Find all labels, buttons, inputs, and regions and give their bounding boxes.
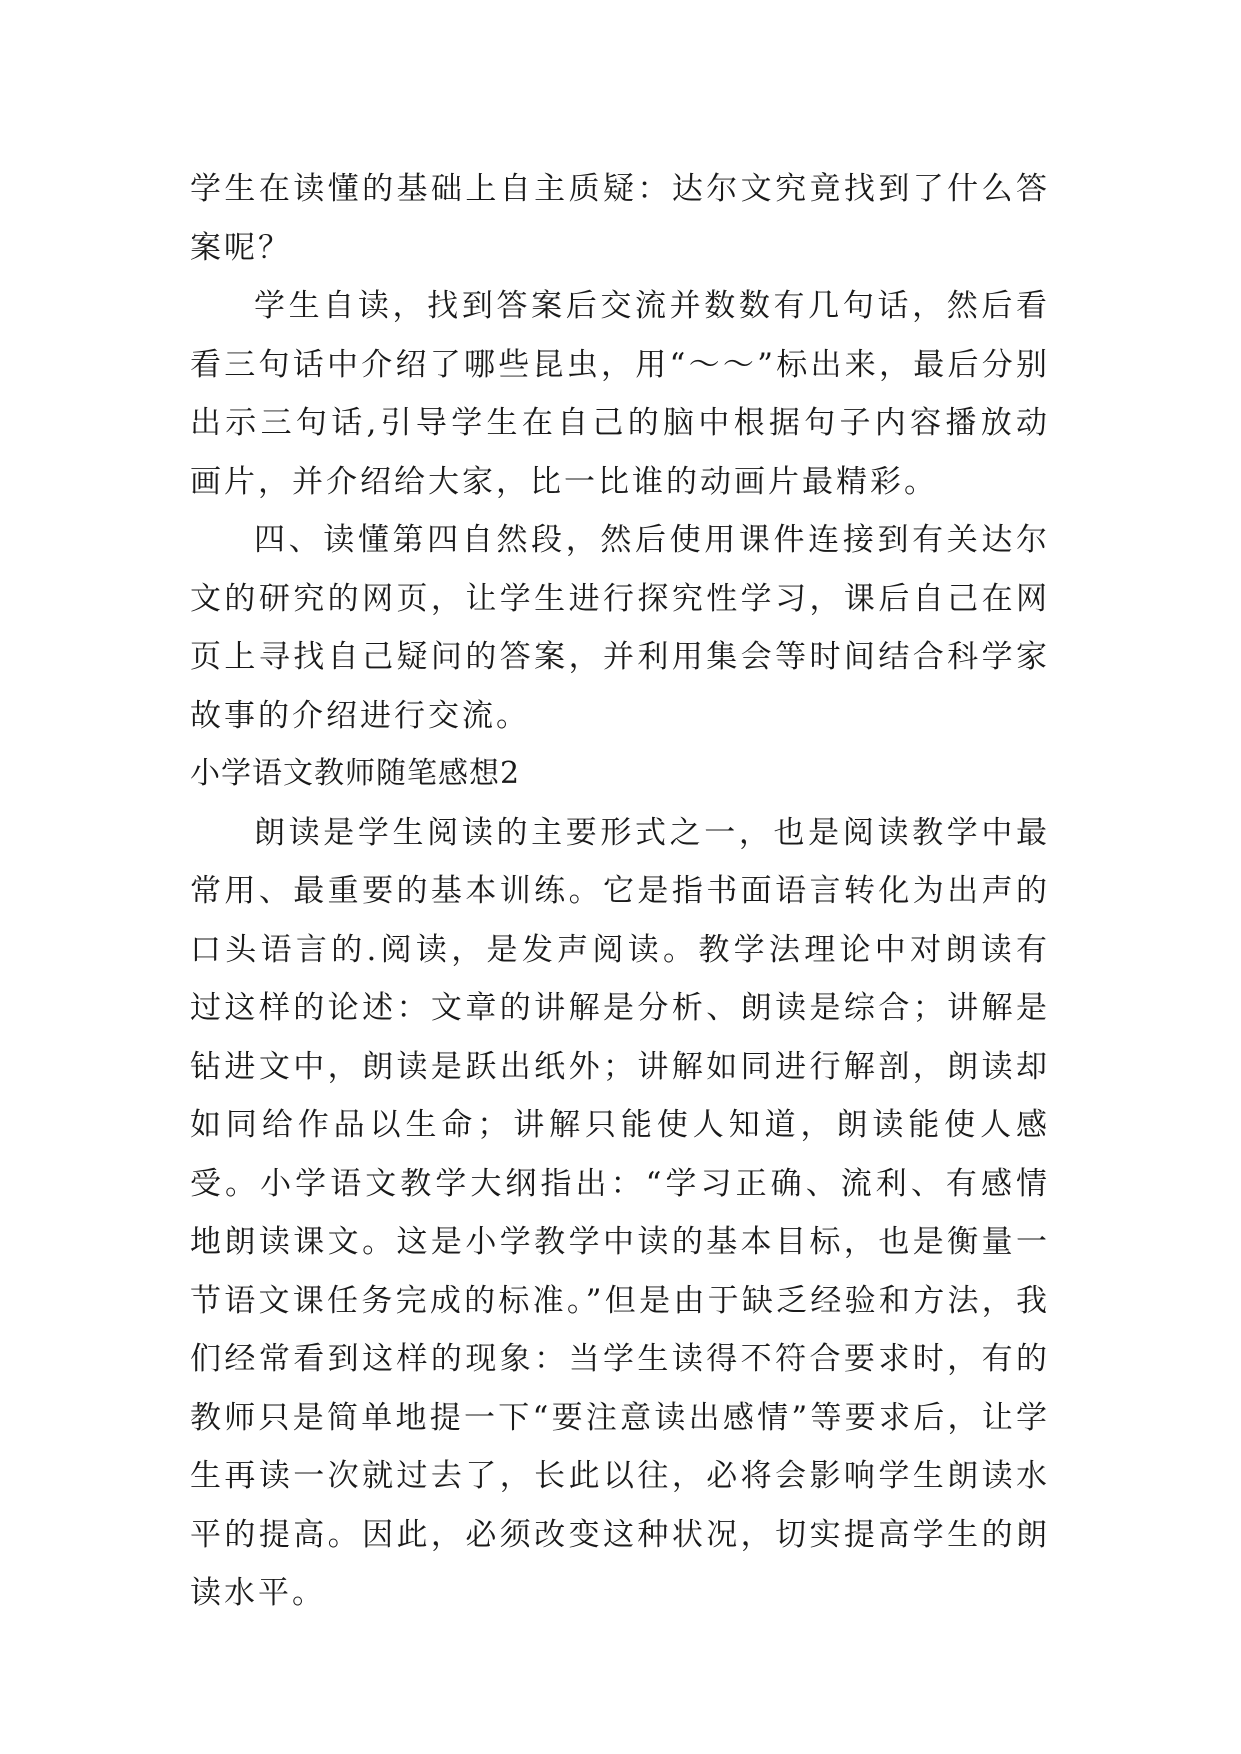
paragraph-question: 学生在读懂的基础上自主质疑：达尔文究竟找到了什么答案呢？ [190,171,1050,266]
section-heading: 小学语文教师随笔感想2 [190,756,521,791]
paragraph-step-four: 四、读懂第四自然段，然后使用课件连接到有关达尔文的研究的网页，让学生进行探究性学习，课后自己在网页上寻找自己疑问的答案，并利用集会等时间结合科学家故事的介绍进行交流。 [190,522,1050,734]
paragraph-self-reading: 学生自读，找到答案后交流并数数有几句话，然后看看三句话中介绍了哪些昆虫，用“～～”标出来，最后分别出示三句话,引导学生在自己的脑中根据句子内容播放动画片，并介绍给大家，比一比谁的动画片最精彩。 [190,288,1050,500]
paragraph-reading-aloud: 朗读是学生阅读的主要形式之一，也是阅读教学中最常用、最重要的基本训练。它是指书面语言转化为出声的口头语言的.阅读，是发声阅读。教学法理论中对朗读有过这样的论述：文章的讲解是分析、朗读是综合；讲解是钻进文中，朗读是跃出纸外；讲解如同进行解剖，朗读却如同给作品以生命；讲解只能使人知道，朗读能使人感受。小学语文教学大纲指出：“学习正确、流利、有感情地朗读课文。这是小学教学中读的基本目标，也是衡量一节语文课任务完成的标准。”但是由于缺乏经验和方法，我们经常看到这样的现象：当学生读得不符合要求时，有的教师只是简单地提一下“要注意读出感情”等要求后，让学生再读一次就过去了，长此以往，必将会影响学生朗读水平的提高。因此，必须改变这种状况，切实提高学生的朗读水平。 [190,814,1050,1611]
document-content [190,160,1050,1623]
